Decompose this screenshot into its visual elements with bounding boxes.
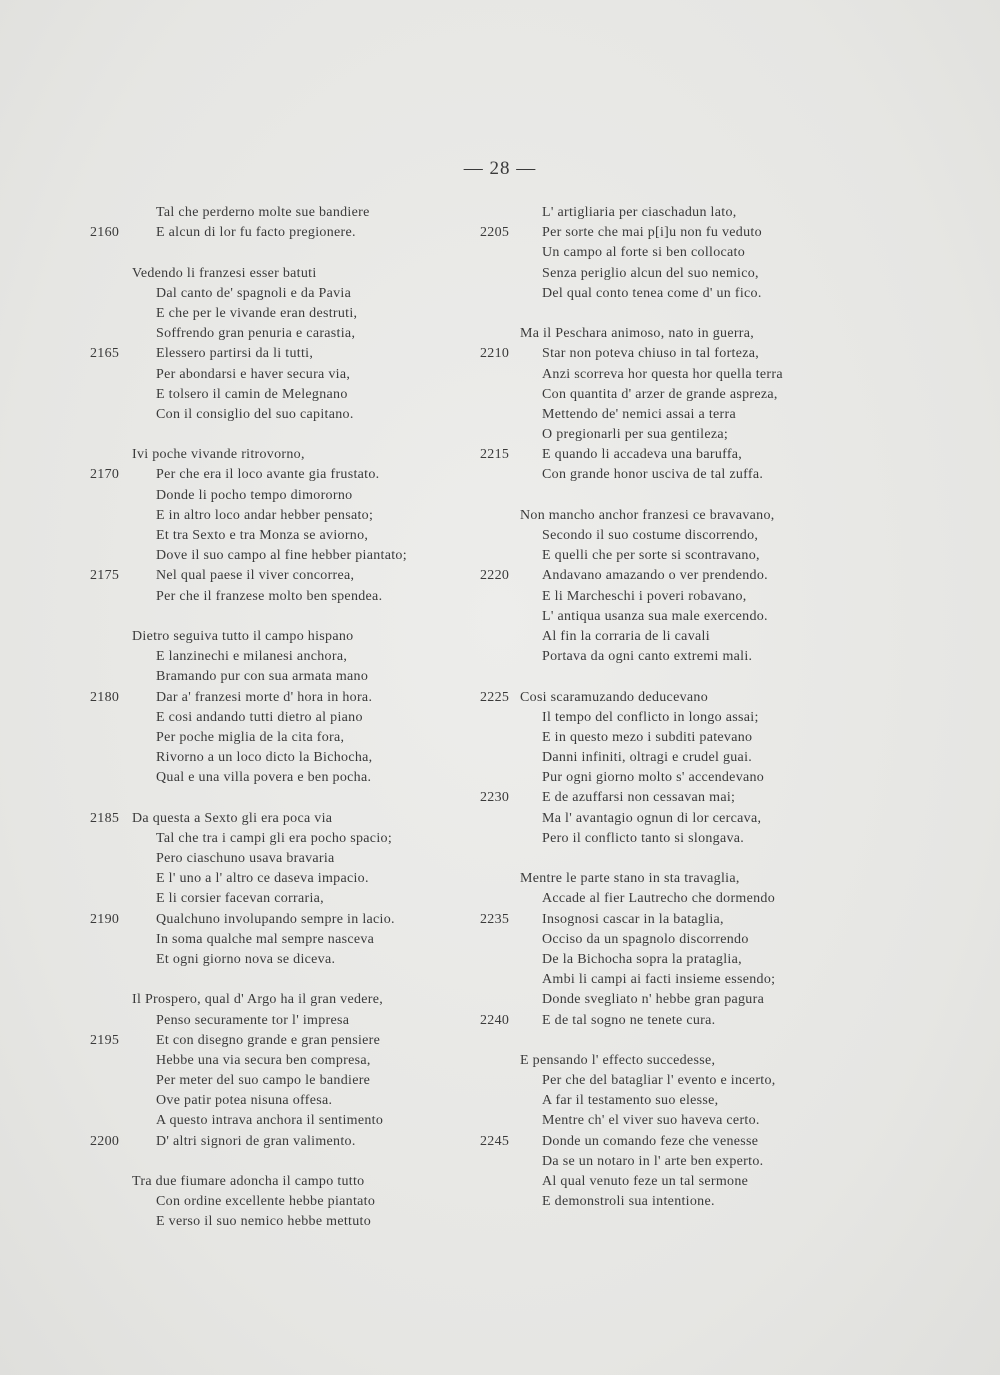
verse-text: Per abondarsi e haver secura via,: [156, 366, 351, 382]
verse-line: [480, 910, 900, 930]
verse-text: E l' uno a l' altro ce daseva impacio.: [156, 871, 369, 887]
line-number: 2170: [90, 467, 120, 483]
verse-text: Mettendo de' nemici assai a terra: [542, 406, 736, 422]
verse-line: [90, 243, 470, 263]
verse-text: E tolsero il camin de Melegnano: [156, 386, 348, 402]
verse-text: Mentre ch' el viver suo haveva certo.: [542, 1113, 760, 1129]
verse-line: [480, 950, 900, 970]
verse-line: [90, 203, 470, 223]
verse-text: Portava da ogni canto extremi mali.: [542, 649, 753, 665]
verse-text: Per che del batagliar l' evento e incerto,: [542, 1073, 776, 1089]
verse-text: Andavano amazando o ver prendendo.: [542, 568, 768, 584]
verse-text: Pero ciaschuno usava bravaria: [156, 851, 335, 866]
verse-line: [480, 1011, 900, 1031]
verse-line: [480, 264, 900, 284]
verse-line: [480, 465, 900, 485]
verse-line: [480, 486, 900, 506]
verse-line: [90, 264, 470, 284]
verse-text: Non mancho anchor franzesi ce bravavano,: [520, 507, 775, 523]
verse-text: Dietro seguiva tutto il campo hispano: [132, 628, 354, 644]
verse-text: Dar a' franzesi morte d' hora in hora.: [156, 689, 373, 705]
verse-text: Donde svegliato n' hebbe gran pagura: [542, 992, 765, 1008]
verse-line: [90, 889, 470, 909]
verse-line: [90, 284, 470, 304]
verse-text: O pregionarli per sua gentileza;: [542, 427, 729, 443]
line-number: 2240: [480, 1012, 510, 1028]
verse-text: E li corsier facevan corraria,: [156, 891, 324, 907]
verse-text: Per che era il loco avante gia frustato.: [156, 467, 380, 483]
verse-text: Con grande honor usciva de tal zuffa.: [542, 467, 764, 483]
line-number: 2200: [90, 1133, 120, 1149]
verse-line: [90, 587, 470, 607]
verse-text: L' artigliaria per ciaschadun lato,: [542, 205, 737, 220]
verse-text: A questo intrava anchora il sentimento: [156, 1113, 384, 1129]
verse-text: E alcun di lor fu facto pregionere.: [156, 225, 356, 241]
verse-line: [90, 465, 470, 485]
verse-line: [90, 566, 470, 586]
verse-line: [480, 1051, 900, 1071]
verse-line: [90, 970, 470, 990]
verse-text: E pensando l' effecto succedesse,: [520, 1052, 716, 1068]
verse-line: [90, 344, 470, 364]
line-number: 2165: [90, 346, 120, 362]
verse-text: Dal canto de' spagnoli e da Pavia: [156, 285, 352, 301]
verse-line: [480, 324, 900, 344]
verse-line: [90, 223, 470, 243]
verse-text: Accade al fier Lautrecho che dormendo: [542, 891, 776, 907]
verse-line: [90, 546, 470, 566]
verse-text: Con ordine excellente hebbe piantato: [156, 1194, 376, 1210]
verse-line: [480, 607, 900, 627]
verse-text: Senza periglio alcun del suo nemico,: [542, 265, 759, 281]
verse-text: Star non poteva chiuso in tal forteza,: [542, 346, 760, 362]
verse-line: [480, 506, 900, 526]
verse-text: Cosi scaramuzando deducevano: [520, 689, 709, 705]
line-number: 2235: [480, 911, 510, 927]
verse-text: Danni infiniti, oltragi e crudel guai.: [542, 750, 753, 766]
verse-text: E de tal sogno ne tenete cura.: [542, 1012, 716, 1028]
verse-line: [90, 930, 470, 950]
verse-text: E li Marcheschi i poveri robavano,: [542, 588, 747, 604]
verse-line: [90, 1011, 470, 1031]
verse-text: Elessero partirsi da li tutti,: [156, 346, 314, 362]
verse-line: [90, 425, 470, 445]
verse-line: [480, 647, 900, 667]
verse-text: Il tempo del conflicto in longo assai;: [542, 709, 759, 725]
page-number: — 28 —: [463, 158, 537, 179]
verse-text: Ma l' avantagio ognun di lor cercava,: [542, 810, 762, 826]
verse-text: Del qual conto tenea come d' un fico.: [542, 285, 762, 301]
verse-text: Anzi scorreva hor questa hor quella terra: [542, 366, 783, 382]
verse-line: [480, 284, 900, 304]
verse-text: Da se un notaro in l' arte ben experto.: [542, 1153, 764, 1169]
verse-text: Donde un comando feze che venesse: [542, 1133, 759, 1149]
line-number: 2230: [480, 790, 510, 806]
verse-text: Hebbe una via secura ben compresa,: [156, 1052, 371, 1068]
verse-line: [480, 829, 900, 849]
verse-text: Nel qual paese il viver concorrea,: [156, 568, 355, 584]
verse-line: [90, 667, 470, 687]
verse-line: [480, 1172, 900, 1192]
verse-text: Vedendo li franzesi esser batuti: [132, 265, 317, 281]
verse-line: [480, 728, 900, 748]
verse-line: [90, 405, 470, 425]
verse-line: [480, 990, 900, 1010]
verse-line: [480, 708, 900, 728]
verse-line: [90, 506, 470, 526]
verse-line: [90, 708, 470, 728]
verse-text: De la Bichocha sopra la prataglia,: [542, 951, 742, 967]
verse-line: [480, 627, 900, 647]
verse-line: [480, 768, 900, 788]
verse-line: [90, 1172, 470, 1192]
verse-line: [90, 990, 470, 1010]
verse-line: [90, 486, 470, 506]
verse-line: [480, 1031, 900, 1051]
verse-text: Pero il conflicto tanto si slongava.: [542, 830, 745, 846]
verse-line: [480, 243, 900, 263]
verse-text: Dove il suo campo al fine hebber piantato;: [156, 548, 407, 564]
verse-text: Et tra Sexto e tra Monza se aviorno,: [156, 528, 369, 543]
verse-line: [90, 849, 470, 869]
verse-line: [480, 425, 900, 445]
verse-line: [90, 1212, 470, 1232]
verse-text: Un campo al forte si ben collocato: [542, 245, 746, 261]
verse-text: L' antiqua usanza sua male exercendo.: [542, 608, 768, 624]
verse-line: [480, 889, 900, 909]
verse-text: Il Prospero, qual d' Argo ha il gran vedere,: [132, 992, 384, 1008]
verse-line: [480, 405, 900, 425]
verse-text: Qualchuno involupando sempre in lacio.: [156, 911, 395, 927]
left-column: [90, 203, 470, 1233]
verse-line: [90, 1152, 470, 1172]
verse-text: Et ogni giorno nova se diceva.: [156, 951, 336, 967]
verse-line: [480, 1071, 900, 1091]
verse-line: [90, 768, 470, 788]
verse-text: Tal che tra i campi gli era pocho spacio;: [156, 830, 393, 846]
verse-line: [90, 748, 470, 768]
verse-line: [90, 1132, 470, 1152]
verse-text: Ambi li campi ai facti insieme essendo;: [542, 972, 776, 988]
verse-text: E in questo mezo i subditi patevano: [542, 729, 753, 745]
verse-line: [480, 869, 900, 889]
verse-line: [90, 1091, 470, 1111]
verse-text: Con quantita d' arzer de grande aspreza,: [542, 386, 778, 402]
verse-text: Per che il franzese molto ben spendea.: [156, 588, 383, 604]
verse-text: Bramando pur con sua armata mano: [156, 669, 369, 685]
verse-text: Insognosi cascar in la bataglia,: [542, 911, 724, 927]
verse-line: [90, 1051, 470, 1071]
verse-line: [480, 344, 900, 364]
verse-line: [90, 526, 470, 546]
line-number: 2195: [90, 1032, 120, 1048]
right-column: [480, 203, 900, 1212]
verse-line: [480, 365, 900, 385]
line-number: 2160: [90, 225, 120, 241]
verse-text: E quelli che per sorte si scontravano,: [542, 548, 760, 564]
verse-line: [90, 688, 470, 708]
verse-line: [480, 667, 900, 687]
verse-text: E demonstroli sua intentione.: [542, 1194, 715, 1210]
line-number: 2220: [480, 568, 510, 584]
line-number: 2245: [480, 1133, 510, 1149]
verse-line: [480, 203, 900, 223]
verse-line: [480, 526, 900, 546]
verse-line: [480, 587, 900, 607]
verse-text: Al fin la corraria de li cavali: [542, 628, 710, 644]
verse-line: [480, 304, 900, 324]
verse-line: [480, 788, 900, 808]
verse-line: [480, 1192, 900, 1212]
verse-line: [480, 566, 900, 586]
verse-text: Per sorte che mai p[i]u non fu veduto: [542, 225, 762, 241]
verse-text: Tal che perderno molte sue bandiere: [156, 205, 370, 220]
verse-line: [90, 1031, 470, 1051]
verse-line: [480, 1111, 900, 1131]
verse-line: [90, 1192, 470, 1212]
verse-line: [90, 728, 470, 748]
verse-text: E verso il suo nemico hebbe mettuto: [156, 1214, 372, 1230]
verse-line: [480, 1152, 900, 1172]
verse-text: Qual e una villa povera e ben pocha.: [156, 770, 372, 786]
verse-line: [480, 748, 900, 768]
verse-line: [90, 1111, 470, 1131]
verse-text: E che per le vivande eran destruti,: [156, 305, 358, 321]
verse-line: [90, 365, 470, 385]
verse-line: [90, 788, 470, 808]
verse-line: [480, 445, 900, 465]
verse-line: [90, 829, 470, 849]
verse-line: [90, 647, 470, 667]
verse-text: Et con disegno grande e gran pensiere: [156, 1032, 381, 1048]
verse-text: Da questa a Sexto gli era poca via: [132, 810, 333, 826]
line-number: 2175: [90, 568, 120, 584]
verse-line: [480, 223, 900, 243]
verse-line: [90, 910, 470, 930]
verse-line: [480, 970, 900, 990]
line-number: 2225: [480, 689, 510, 705]
verse-text: Con il consiglio del suo capitano.: [156, 406, 354, 422]
line-number: 2190: [90, 911, 120, 927]
verse-text: Per poche miglia de la cita fora,: [156, 729, 345, 745]
verse-line: [480, 688, 900, 708]
line-number: 2215: [480, 447, 510, 463]
line-number: 2180: [90, 689, 120, 705]
verse-line: [480, 546, 900, 566]
verse-text: Secondo il suo costume discorrendo,: [542, 528, 759, 543]
verse-text: Pur ogni giorno molto s' accendevano: [542, 770, 765, 786]
verse-text: Ove patir potea nisuna offesa.: [156, 1093, 333, 1109]
verse-text: E lanzinechi e milanesi anchora,: [156, 649, 348, 665]
line-number: 2185: [90, 810, 120, 826]
verse-line: [480, 1132, 900, 1152]
verse-line: [90, 607, 470, 627]
verse-line: [90, 869, 470, 889]
verse-line: [90, 950, 470, 970]
verse-text: Mentre le parte stano in sta travaglia,: [520, 871, 740, 887]
verse-text: Ma il Peschara animoso, nato in guerra,: [520, 326, 755, 342]
line-number: 2205: [480, 225, 510, 241]
verse-text: A far il testamento suo elesse,: [542, 1093, 719, 1109]
verse-line: [480, 809, 900, 829]
line-number: 2210: [480, 346, 510, 362]
verse-text: E in altro loco andar hebber pensato;: [156, 507, 374, 523]
verse-text: In soma qualche mal sempre nasceva: [156, 931, 375, 947]
verse-text: D' altri signori de gran valimento.: [156, 1133, 356, 1149]
verse-line: [480, 385, 900, 405]
verse-text: Soffrendo gran penuria e carastia,: [156, 326, 356, 342]
verse-text: E cosi andando tutti dietro al piano: [156, 709, 363, 725]
verse-line: [480, 930, 900, 950]
verse-text: E quando li accadeva una baruffa,: [542, 447, 743, 463]
verse-line: [90, 445, 470, 465]
verse-text: Donde li pocho tempo dimororno: [156, 487, 353, 503]
verse-text: Al qual venuto feze un tal sermone: [542, 1174, 749, 1189]
verse-text: Ivi poche vivande ritrovorno,: [132, 447, 305, 463]
verse-line: [480, 1091, 900, 1111]
verse-text: Occiso da un spagnolo discorrendo: [542, 931, 749, 947]
verse-line: [90, 1071, 470, 1091]
verse-line: [90, 324, 470, 344]
verse-text: E de azuffarsi non cessavan mai;: [542, 790, 736, 806]
verse-line: [90, 809, 470, 829]
verse-line: [90, 385, 470, 405]
verse-line: [90, 304, 470, 324]
verse-text: Per meter del suo campo le bandiere: [156, 1073, 371, 1089]
verse-text: Rivorno a un loco dicto la Bichocha,: [156, 750, 373, 766]
verse-text: Tra due fiumare adoncha il campo tutto: [132, 1174, 365, 1189]
verse-line: [90, 627, 470, 647]
verse-text: Penso securamente tor l' impresa: [156, 1012, 350, 1028]
verse-line: [480, 849, 900, 869]
